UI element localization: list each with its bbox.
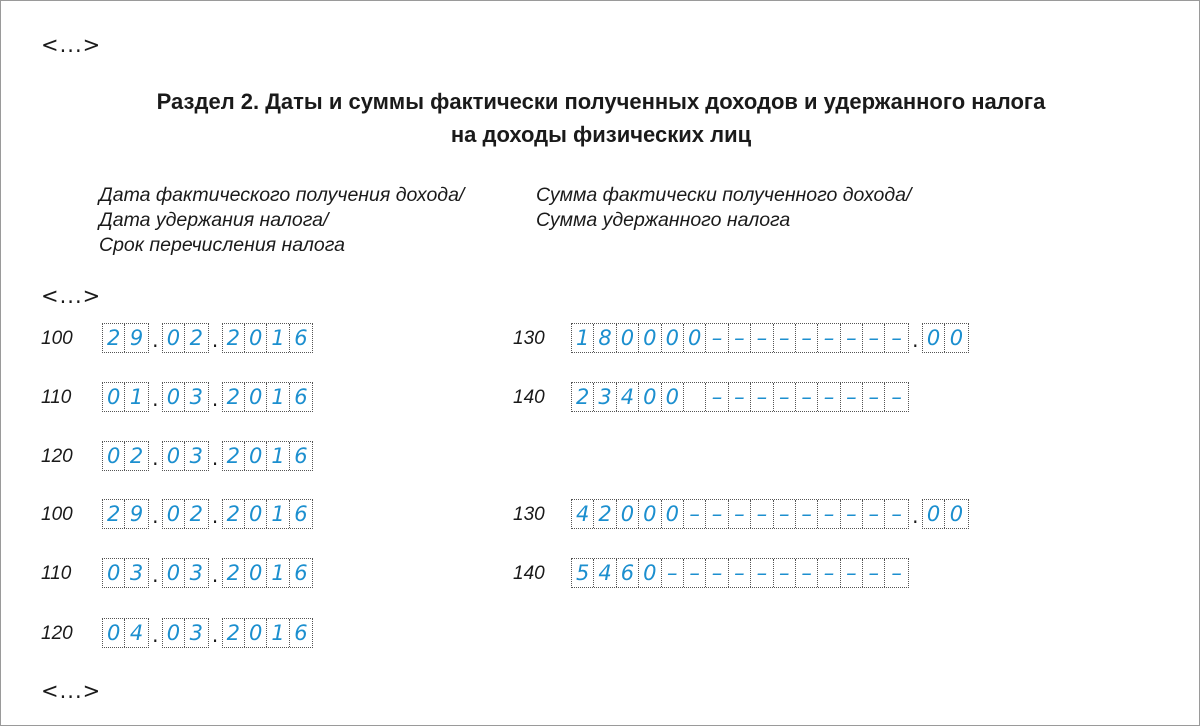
dot-separator: .: [152, 328, 159, 352]
digit-cell[interactable]: 0: [163, 500, 185, 528]
digit-cell[interactable]: 0: [639, 324, 661, 352]
date-field[interactable]: [102, 323, 313, 353]
cell-group[interactable]: [102, 499, 149, 529]
cell-group[interactable]: [162, 382, 209, 412]
ellipsis-bottom: <...>: [41, 679, 102, 703]
digit-cell[interactable]: 6: [294, 385, 308, 409]
dot-separator: .: [152, 387, 159, 411]
section-title-line2: на доходы физических лиц: [450, 122, 752, 147]
cell-group[interactable]: [571, 323, 909, 353]
digit-cell[interactable]: 1: [267, 559, 289, 587]
dot-separator: .: [152, 504, 159, 528]
cell-group[interactable]: [162, 558, 209, 588]
digit-cell[interactable]: 0: [103, 559, 125, 587]
digit-cell[interactable]: 2: [223, 442, 245, 470]
digit-cell[interactable]: –: [796, 559, 818, 587]
digit-cell[interactable]: 0: [103, 442, 125, 470]
digit-cell[interactable]: 0: [103, 619, 125, 647]
date-field[interactable]: [102, 618, 313, 648]
digit-cell[interactable]: 0: [103, 383, 125, 411]
digit-cell[interactable]: –: [774, 324, 796, 352]
line-code: 100: [41, 504, 73, 525]
digit-cell[interactable]: 0: [923, 324, 945, 352]
dot-separator: .: [152, 623, 159, 647]
amount-field[interactable]: [571, 382, 909, 412]
cell-group[interactable]: [102, 323, 149, 353]
dot-separator: .: [211, 563, 219, 587]
digit-cell[interactable]: 8: [594, 324, 616, 352]
digit-cell[interactable]: 3: [189, 444, 204, 468]
digit-cell[interactable]: –: [863, 383, 885, 411]
digit-cell[interactable]: –: [774, 500, 796, 528]
digit-cell[interactable]: 3: [189, 561, 204, 585]
dot-separator: .: [211, 623, 219, 647]
cell-group[interactable]: [222, 382, 314, 412]
cell-group[interactable]: [571, 382, 909, 412]
digit-cell[interactable]: 2: [103, 500, 125, 528]
line-code: 130: [513, 328, 545, 349]
digit-cell[interactable]: –: [841, 383, 863, 411]
line-code: 140: [513, 387, 545, 408]
digit-cell[interactable]: –: [662, 559, 684, 587]
dot-separator: .: [912, 504, 919, 528]
digit-cell[interactable]: –: [841, 324, 863, 352]
digit-cell[interactable]: 2: [223, 619, 245, 647]
digit-cell[interactable]: –: [684, 559, 706, 587]
digit-cell[interactable]: 2: [189, 502, 204, 526]
dot-separator: .: [912, 328, 919, 352]
left-header-line: Дата удержания налога/: [99, 209, 329, 231]
digit-cell[interactable]: 0: [662, 324, 684, 352]
amount-field[interactable]: [571, 558, 909, 588]
digit-cell[interactable]: 0: [639, 559, 661, 587]
cell-group[interactable]: [922, 323, 969, 353]
cell-group[interactable]: [102, 441, 149, 471]
digit-cell[interactable]: –: [863, 559, 885, 587]
digit-cell[interactable]: 0: [163, 559, 185, 587]
dot-separator: .: [152, 563, 159, 587]
digit-cell[interactable]: 1: [267, 383, 289, 411]
digit-cell[interactable]: 0: [245, 619, 267, 647]
digit-cell[interactable]: 5: [572, 559, 594, 587]
cell-group[interactable]: [222, 499, 314, 529]
dot-separator: .: [152, 446, 159, 470]
digit-cell[interactable]: 4: [594, 559, 616, 587]
line-code: 110: [41, 387, 72, 408]
digit-cell[interactable]: 9: [129, 326, 144, 350]
line-code: 100: [41, 328, 73, 349]
digit-cell[interactable]: –: [796, 383, 818, 411]
digit-cell[interactable]: 0: [949, 502, 964, 526]
digit-cell[interactable]: 0: [245, 442, 267, 470]
digit-cell[interactable]: 3: [189, 385, 204, 409]
section-title-line1: Раздел 2. Даты и суммы фактически полученных доходов и удержанного налога: [156, 89, 1046, 114]
digit-cell[interactable]: –: [751, 324, 773, 352]
line-code: 130: [513, 504, 545, 525]
right-header-line: Сумма фактически полученного дохода/: [536, 184, 912, 206]
digit-cell[interactable]: –: [796, 500, 818, 528]
digit-cell[interactable]: –: [684, 500, 706, 528]
digit-cell[interactable]: 0: [949, 326, 964, 350]
digit-cell[interactable]: –: [818, 324, 840, 352]
cell-group[interactable]: [162, 441, 209, 471]
digit-cell[interactable]: 2: [189, 326, 204, 350]
digit-cell[interactable]: 2: [129, 444, 144, 468]
digit-cell[interactable]: 2: [223, 500, 245, 528]
digit-cell[interactable]: 4: [617, 383, 639, 411]
digit-cell[interactable]: 0: [163, 324, 185, 352]
cell-group[interactable]: [102, 618, 149, 648]
digit-cell[interactable]: 6: [294, 444, 308, 468]
digit-cell[interactable]: 0: [163, 442, 185, 470]
digit-cell[interactable]: 6: [294, 621, 308, 645]
digit-cell[interactable]: 6: [294, 326, 308, 350]
digit-cell[interactable]: 0: [163, 619, 185, 647]
date-field[interactable]: [102, 441, 313, 471]
digit-cell[interactable]: 1: [129, 385, 144, 409]
left-column-header: [99, 183, 464, 258]
cell-group[interactable]: [102, 382, 149, 412]
digit-cell[interactable]: 4: [129, 621, 144, 645]
left-header-line: Срок перечисления налога: [99, 234, 345, 256]
digit-cell[interactable]: –: [706, 324, 728, 352]
line-code: 120: [41, 446, 73, 467]
digit-cell[interactable]: 2: [223, 324, 245, 352]
digit-cell[interactable]: –: [841, 500, 863, 528]
digit-cell[interactable]: 2: [572, 383, 594, 411]
digit-cell[interactable]: –: [891, 385, 902, 409]
digit-cell[interactable]: –: [796, 324, 818, 352]
digit-cell[interactable]: 3: [189, 621, 204, 645]
digit-cell[interactable]: 2: [223, 559, 245, 587]
digit-cell[interactable]: 6: [294, 561, 308, 585]
digit-cell[interactable]: –: [729, 500, 751, 528]
digit-cell[interactable]: –: [751, 383, 773, 411]
left-header-line: Дата фактического получения дохода/: [99, 184, 465, 206]
date-field[interactable]: [102, 558, 313, 588]
digit-cell[interactable]: –: [774, 383, 796, 411]
digit-cell[interactable]: 6: [294, 502, 308, 526]
digit-cell[interactable]: 6: [617, 559, 639, 587]
digit-cell[interactable]: 3: [594, 383, 616, 411]
digit-cell[interactable]: 2: [103, 324, 125, 352]
digit-cell[interactable]: –: [891, 326, 902, 350]
digit-cell[interactable]: –: [751, 559, 773, 587]
digit-cell[interactable]: –: [863, 324, 885, 352]
cell-group[interactable]: [162, 323, 209, 353]
digit-cell[interactable]: –: [818, 559, 840, 587]
cell-group[interactable]: [222, 618, 314, 648]
digit-cell[interactable]: 0: [163, 383, 185, 411]
cell-group[interactable]: [102, 558, 149, 588]
date-field[interactable]: [102, 382, 313, 412]
digit-cell[interactable]: 0: [245, 559, 267, 587]
dot-separator: .: [211, 328, 219, 352]
dot-separator: .: [211, 504, 219, 528]
right-header-line: Сумма удержанного налога: [536, 209, 791, 231]
digit-cell[interactable]: –: [706, 559, 728, 587]
digit-cell[interactable]: 0: [617, 500, 639, 528]
digit-cell[interactable]: 0: [662, 383, 684, 411]
dot-separator: .: [211, 387, 219, 411]
cell-group[interactable]: [222, 558, 314, 588]
digit-cell[interactable]: 2: [223, 383, 245, 411]
digit-cell[interactable]: 0: [684, 324, 706, 352]
right-column-header: [536, 183, 911, 233]
digit-cell[interactable]: 2: [594, 500, 616, 528]
digit-cell[interactable]: 1: [267, 500, 289, 528]
line-code: 140: [513, 563, 545, 584]
digit-cell[interactable]: 1: [267, 324, 289, 352]
digit-cell[interactable]: 4: [572, 500, 594, 528]
date-field[interactable]: [102, 499, 313, 529]
digit-cell[interactable]: –: [729, 559, 751, 587]
cell-group[interactable]: [222, 441, 314, 471]
digit-cell[interactable]: 1: [267, 619, 289, 647]
cell-group[interactable]: [162, 618, 209, 648]
digit-cell[interactable]: 0: [245, 383, 267, 411]
digit-cell[interactable]: –: [729, 383, 751, 411]
digit-cell[interactable]: –: [818, 383, 840, 411]
cell-group[interactable]: [222, 323, 314, 353]
line-code: 120: [41, 623, 73, 644]
digit-cell[interactable]: –: [841, 559, 863, 587]
digit-cell[interactable]: 0: [662, 500, 684, 528]
digit-cell[interactable]: 0: [245, 324, 267, 352]
amount-field[interactable]: [571, 499, 969, 529]
digit-cell[interactable]: 0: [617, 324, 639, 352]
cell-group[interactable]: [162, 499, 209, 529]
cell-group[interactable]: [922, 499, 969, 529]
line-code: 110: [41, 563, 72, 584]
digit-cell[interactable]: 0: [639, 500, 661, 528]
digit-cell[interactable]: 9: [129, 502, 144, 526]
digit-cell[interactable]: [684, 383, 706, 411]
digit-cell[interactable]: –: [891, 561, 902, 585]
ellipsis-top: <...>: [41, 33, 102, 57]
digit-cell[interactable]: 1: [267, 442, 289, 470]
amount-field[interactable]: [571, 323, 969, 353]
digit-cell[interactable]: –: [774, 559, 796, 587]
cell-group[interactable]: [571, 499, 909, 529]
digit-cell[interactable]: 1: [572, 324, 594, 352]
digit-cell[interactable]: –: [818, 500, 840, 528]
digit-cell[interactable]: –: [751, 500, 773, 528]
digit-cell[interactable]: 0: [639, 383, 661, 411]
digit-cell[interactable]: –: [706, 383, 728, 411]
digit-cell[interactable]: 0: [245, 500, 267, 528]
digit-cell[interactable]: –: [729, 324, 751, 352]
digit-cell[interactable]: –: [891, 502, 902, 526]
digit-cell[interactable]: –: [706, 500, 728, 528]
digit-cell[interactable]: 3: [129, 561, 144, 585]
dot-separator: .: [211, 446, 219, 470]
cell-group[interactable]: [571, 558, 909, 588]
digit-cell[interactable]: –: [863, 500, 885, 528]
ellipsis-middle: <...>: [41, 284, 102, 308]
digit-cell[interactable]: 0: [923, 500, 945, 528]
